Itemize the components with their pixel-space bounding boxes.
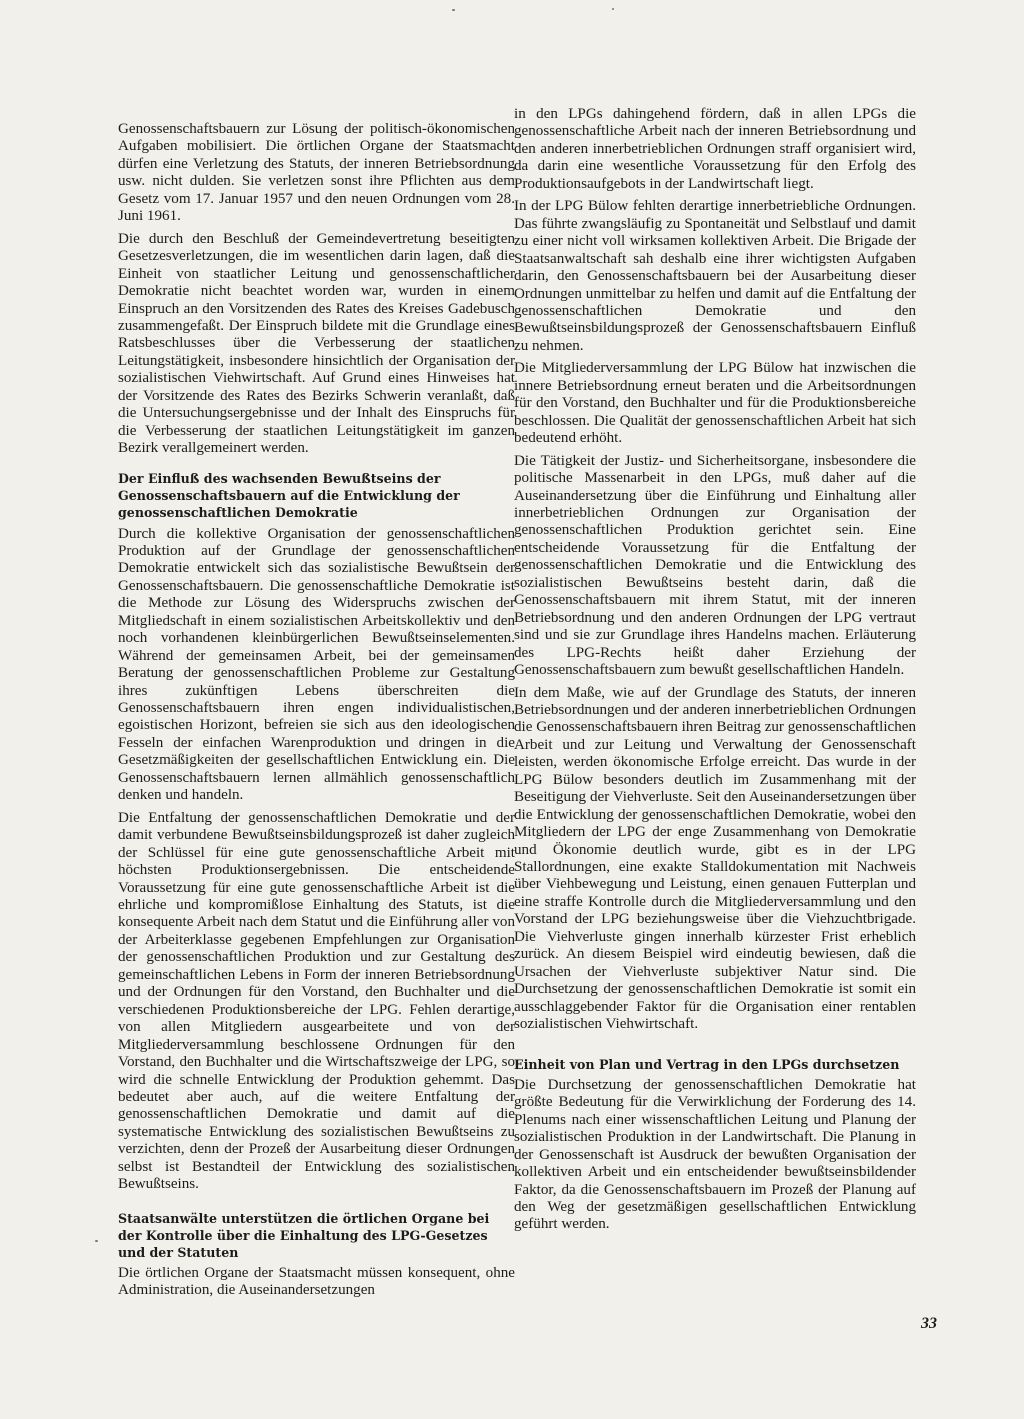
left-column bbox=[118, 121, 515, 1300]
paragraph: Die örtlichen Organe der Staatsmacht müssen konsequent, ohne Administration, die Auseinandersetzungen bbox=[118, 1264, 515, 1299]
paragraph: In dem Maße, wie auf der Grundlage des Statuts, der inneren Betriebsordnungen und der anderen innerbetrieblichen Ordnungen die Genossenschaftsbauern ihren Beitrag zur genossenschaftlichen Arbeit und zur Leitung und Verwaltung der Genossenschaft leisten, werden ökonomische Erfolge erreicht. Das wurde in der LPG Bülow besonders deutlich im Zusammenhang mit der Beseitigung der Viehverluste. Seit den Auseinandersetzungen über die Entwicklung der genossenschaftlichen Demokratie, wobei den Mitgliedern der LPG der enge Zusammenhang von Demokratie und Ökonomie deutlich wurde, gibt es in der LPG Stallordnungen, eine exakte Stalldokumentation mit Nachweis über Viehbewegung und Leistung, einen genauen Futterplan und eine straffe Kontrolle durch die Mitgliederversammlung und den Vorstand der LPG beziehungsweise über die Viehzuchtbrigade. Die Viehverluste gingen innerhalb kürzester Frist erheblich zurück. An diesem Beispiel wird eindeutig bewiesen, daß die Ursachen der Viehverluste subjektiver Natur sind. Die Durchsetzung der genossenschaftlichen Demokratie ist somit ein ausschlaggebender Faktor für die Organisation einer rentablen sozialistischen Viehwirtschaft. bbox=[514, 684, 916, 1033]
paragraph: In der LPG Bülow fehlten derartige innerbetriebliche Ordnungen. Das führte zwangsläufig zu Spontaneität und Selbstlauf und damit zu einer nicht voll wirksamen kollektiven Arbeit. Die Brigade der Staatsanwaltschaft sah deshalb eine ihrer wichtigsten Aufgaben darin, den Genossenschaftsbauern bei der Ausarbeitung dieser Ordnungen unmittelbar zu helfen und damit auf die Entfaltung der genossenschaftlichen Demokratie und den Bewußtseinsbildungsprozeß der Genossenschaftsbauern Einfluß zu nehmen. bbox=[514, 198, 916, 354]
scan-speck bbox=[452, 9, 455, 11]
page-number: 33 bbox=[921, 1315, 937, 1332]
paragraph: Die Entfaltung der genossenschaftlichen Demokratie und der damit verbundene Bewußtseinsbildungsprozeß ist daher zugleich der Schlüssel für eine gute genossenschaftliche Arbeit mit höchsten Produktionsergebnissen. Die entscheidende Voraussetzung für eine gute genossenschaftliche Arbeit ist die ehrliche und kompromißlose Einhaltung des Statuts, ist die konsequente Arbeit nach dem Statut und die Einführung aller von der Arbeiterklasse gegebenen Empfehlungen zur Organisation der genossenschaftlichen Produktion und zur Gestaltung des gemeinschaftlichen Lebens in Form der inneren Betriebsordnung und der Ordnungen für den Vorstand, den Buchhalter und die verschiedenen Produktionsbereiche der LPG. Fehlen derartige, von allen Mitgliedern ausgearbeitete und von der Mitgliederversammlung beschlossene Ordnungen für den Vorstand, den Buchhalter und die Wirtschaftszweige der LPG, so wird die schnelle Entwicklung der Produktion gehemmt. Das bedeutet aber auch, auf die weitere Entfaltung der genossenschaftlichen Demokratie und damit auf die systematische Entwicklung des sozialistischen Bewußtseins zu verzichten, denn der Prozeß der Ausarbeitung dieser Ordnungen selbst ist Bestandteil der Entwicklung des sozialistischen Bewußtseins. bbox=[118, 809, 515, 1193]
section-heading-plan-vertrag: Einheit von Plan und Vertrag in den LPGs durchsetzen bbox=[514, 1056, 900, 1072]
paragraph: Genossenschaftsbauern zur Lösung der politisch-ökonomischen Aufgaben mobilisiert. Die örtlichen Organe der Staatsmacht dürfen eine Verletzung des Statuts, der inneren Betriebsordnung usw. nicht dulden. Sie verletzen sonst ihre Pflichten aus dem Gesetz vom 17. Januar 1957 und den neuen Ordnungen vom 28. Juni 1961. bbox=[118, 121, 515, 225]
paragraph: Die Mitgliederversammlung der LPG Bülow hat inzwischen die innere Betriebsordnung erneut beraten und die Arbeitsordnungen für den Vorstand, den Buchhalter und für die Produktionsbereiche beschlossen. Die Qualität der genossenschaftlichen Arbeit hat sich bedeutend erhöht. bbox=[514, 360, 916, 447]
paragraph: Die Durchsetzung der genossenschaftlichen Demokratie hat größte Bedeutung für die Verwirklichung der Forderung des 14. Plenums nach einer wissenschaftlichen Leitung und Planung der sozialistischen Produktion in der Landwirtschaft. Die Planung in der Genossenschaft ist Ausdruck der bewußten Organisation der kollektiven Arbeit und ein entscheidender bewußtseinsbildender Faktor, da die Genossenschaftsbauern im Prozeß der Planung auf den Weg der gesetzmäßigen gesellschaftlichen Entwicklung geführt werden. bbox=[514, 1076, 916, 1233]
right-column bbox=[514, 106, 916, 1234]
scan-speck bbox=[95, 1240, 98, 1242]
paragraph: in den LPGs dahingehend fördern, daß in allen LPGs die genossenschaftliche Arbeit nach der inneren Betriebsordnung und den anderen innerbetrieblichen Ordnungen straff organisiert wird, da darin eine wesentliche Voraussetzung für den Erfolg des Produktionsaufgebots in der Landwirtschaft liegt. bbox=[514, 106, 916, 192]
scan-speck bbox=[612, 8, 614, 10]
section-heading-staatsanwaelte: Staatsanwälte unterstützen die örtlichen Organe bei der Kontrolle über die Einhaltung des LPG-Gesetzes und der Statuten bbox=[118, 1210, 490, 1261]
paragraph: Die durch den Beschluß der Gemeindevertretung beseitigten Gesetzesverletzungen, die im wesentlichen darin lagen, daß die Einheit von staatlicher Leitung und genossenschaftlicher Demokratie nicht beachtet worden war, wurden in einem Einspruch an den Vorsitzenden des Rates des Kreises Gadebusch zusammengefaßt. Der Einspruch bildete mit die Grundlage eines Ratsbeschlusses über die Verbesserung der staatlichen Leitungstätigkeit, insbesondere hinsichtlich der Organisation der sozialistischen Viehwirtschaft. Auf Grund eines Hinweises hat der Vorsitzende des Rates des Bezirks Schwerin veranlaßt, daß die Untersuchungsergebnisse und der Inhalt des Einspruchs für die Verbesserung der staatlichen Leitungstätigkeit im ganzen Bezirk verallgemeinert werden. bbox=[118, 230, 515, 457]
paragraph: Die Tätigkeit der Justiz- und Sicherheitsorgane, insbesondere die politische Massenarbeit in den LPGs, muß daher auf die Auseinandersetzung über die Einführung und Einhaltung aller innerbetrieblichen Ordnungen zur Organisation der genossenschaftlichen Produktion gerichtet sein. Eine entscheidende Voraussetzung für die Entfaltung der genossenschaftlichen Demokratie und die Entwicklung des sozialistischen Bewußtseins besteht darin, daß die Genossenschaftsbauern mit ihrem Statut, mit der inneren Betriebsordnung und den anderen Ordnungen der LPG vertraut sind und sie zur Grundlage ihres Handelns machen. Erläuterung des LPG-Rechts heißt daher Erziehung der Genossenschaftsbauern zum bewußt gesellschaftlichen Handeln. bbox=[514, 452, 916, 679]
paragraph: Durch die kollektive Organisation der genossenschaftlichen Produktion auf der Grundlage der genossenschaftlichen Demokratie entwickelt sich das sozialistische Bewußtsein der Genossenschaftsbauern. Die genossenschaftliche Demokratie ist die Methode zur Lösung des Widerspruchs zwischen der Mitgliedschaft in einem sozialistischen Arbeitskollektiv und den noch vorhandenen kleinbürgerlichen Bewußtseinselementen. Während der gemeinsamen Arbeit, bei der gemeinsamen Beratung der genossenschaftlichen Probleme zur Gestaltung ihres zukünftigen Lebens überschreiten die Genossenschaftsbauern ihren engen individualistischen, egoistischen Horizont, befreien sie sich aus den ideologischen Fesseln der einfachen Warenproduktion und dringen in die Gesetzmäßigkeiten der gesellschaftlichen Entwicklung ein. Die Genossenschaftsbauern lernen allmählich genossenschaftlich denken und handeln. bbox=[118, 525, 515, 804]
section-heading-einfluss: Der Einfluß des wachsenden Bewußtseins der Genossenschaftsbauern auf die Entwicklung der genossenschaftlichen Demokratie bbox=[118, 470, 460, 521]
